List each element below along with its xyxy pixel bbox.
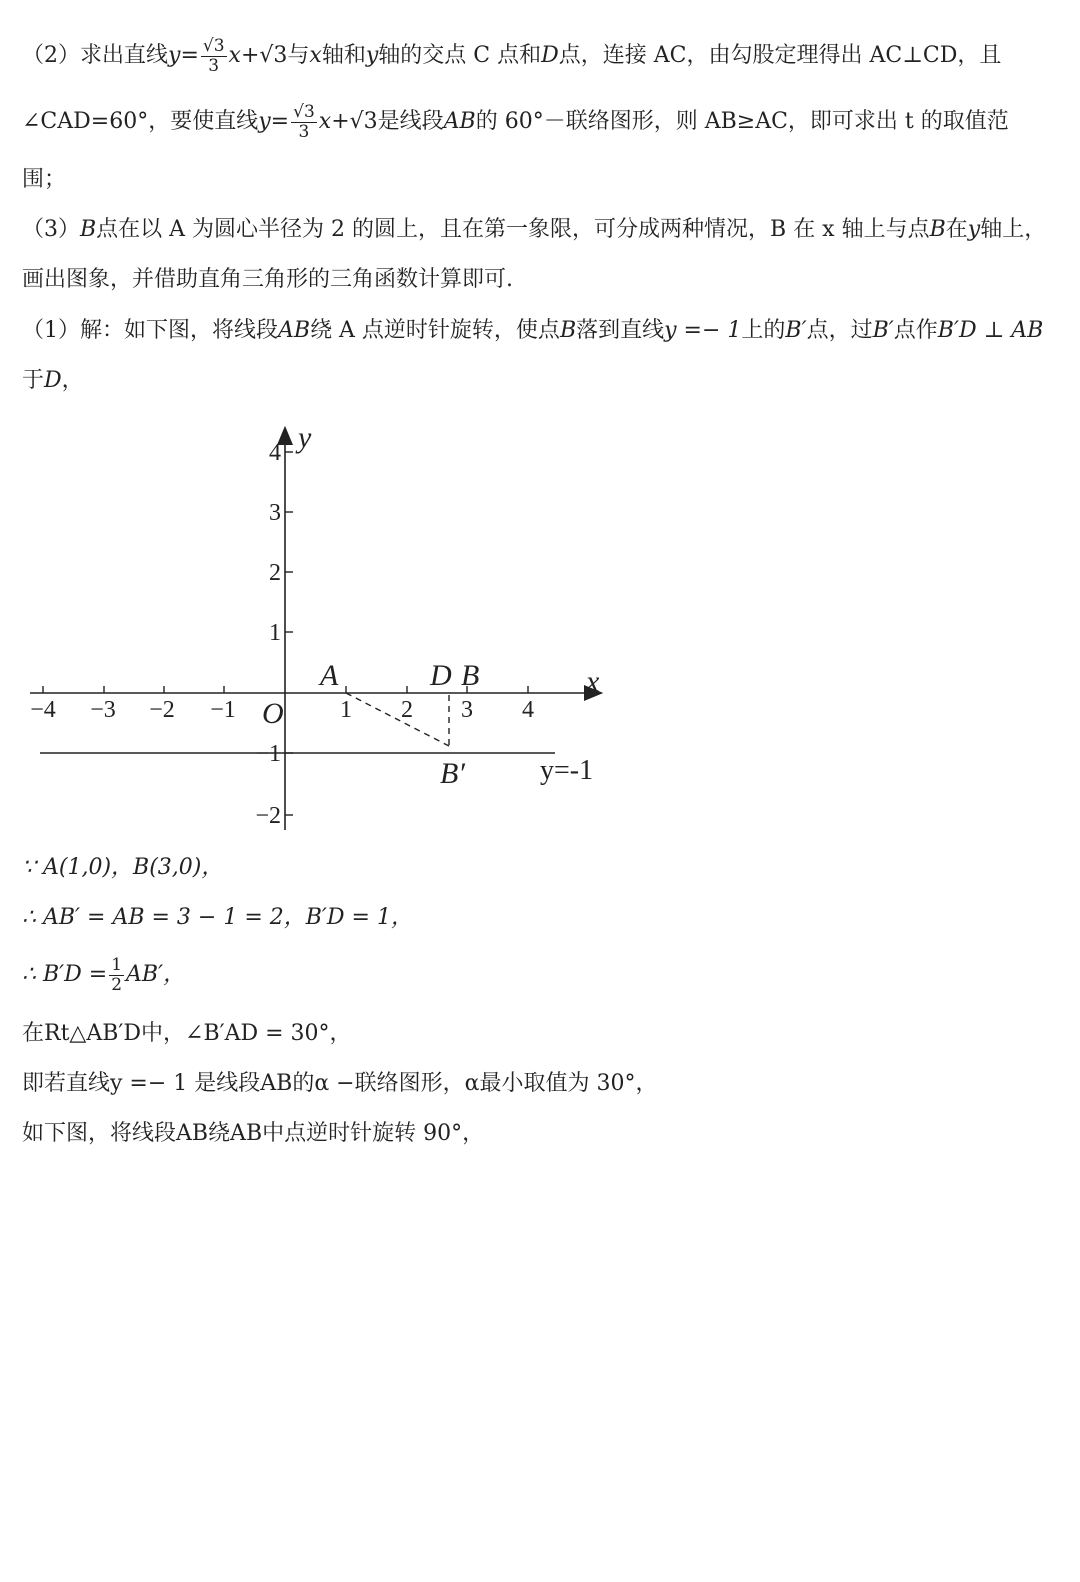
x-tick-label: −1 xyxy=(210,697,236,723)
y-tick-label: 4 xyxy=(269,440,281,466)
line-y-neg1-label: y=-1 xyxy=(540,755,594,786)
y-tick-label: 3 xyxy=(269,500,281,526)
text-p2-a: （2）求出直线 xyxy=(22,43,168,68)
x-tick-label: 1 xyxy=(340,697,352,723)
step-4: 在Rt△AB′D中，∠B′AD = 30°， xyxy=(22,1021,352,1046)
x-tick-label: −2 xyxy=(149,697,175,723)
y-tick-label: 1 xyxy=(269,620,281,646)
math-eq: = xyxy=(180,43,199,68)
step-2: ∴ AB′ = AB = 3 − 1 = 2，B′D = 1， xyxy=(22,905,413,930)
math-plus: + xyxy=(240,43,260,68)
x-axis-label: x xyxy=(586,665,600,698)
step-5: 即若直线y =− 1 是线段AB的α −联络图形，α最小取值为 30°， xyxy=(22,1071,658,1096)
y-tick-label: −2 xyxy=(255,803,281,829)
text-line-5: 画出图象，并借助直角三角形的三角函数计算即可. xyxy=(22,267,513,292)
fraction-one-half: $\frac{1}{2}$ xyxy=(111,954,123,995)
step-6: 如下图，将线段AB绕AB中点逆时针旋转 90°， xyxy=(22,1121,485,1146)
segment-A-Bprime xyxy=(346,693,449,746)
fraction-sqrt3-over-3: $\frac{√3}{3}$ xyxy=(202,35,225,76)
y-tick-label: 2 xyxy=(269,560,281,586)
point-D-label: D xyxy=(430,659,452,692)
step-1: ∵ A(1,0)，B(3,0)， xyxy=(22,855,224,880)
text-line-2: ∠CAD=60°，要使直线 y = $\frac{√3}{3}$ x + √3 是线段 AB 的 60°－联络图形，则 AB≥AC，即可求出 t 的取值范 xyxy=(22,101,1009,142)
step-3: ∴ B′D = $\frac{1}{2}$ AB′， xyxy=(22,954,186,995)
x-tick-label: −4 xyxy=(30,697,56,723)
math-y: y xyxy=(168,43,181,68)
math-sqrt3: √3 xyxy=(259,43,288,68)
text-line-3: 围； xyxy=(22,167,67,192)
text-line-6: （1）解：如下图，将线段 AB 绕 A 点逆时针旋转，使点 B 落到直线 y =− 1 上的 B′ 点，过 B′ 点作 B′D ⊥ AB xyxy=(22,318,1044,343)
y-axis-label: y xyxy=(298,421,312,454)
text-line-1: （2）求出直线 y = $\frac{√3}{3}$ x + √3 与 x 轴和 y 轴的交点 C 点和 D 点，连接 AC，由勾股定理得出 AC⊥CD，且 xyxy=(22,35,1002,76)
x-tick-label: 4 xyxy=(522,697,534,723)
point-Bprime-label: B′ xyxy=(440,757,465,790)
x-tick-label: 3 xyxy=(461,697,473,723)
math-x: x xyxy=(228,43,241,68)
text-line-7: 于 D ， xyxy=(22,368,84,393)
text-line-4: （3） B 点在以 A 为圆心半径为 2 的圆上，且在第一象限，可分成两种情况，B 在 x 轴上与点 B 在 y 轴上， xyxy=(22,217,1047,242)
x-tick-label: −3 xyxy=(90,697,116,723)
point-A-label: A xyxy=(320,659,339,692)
y-tick-label: −1 xyxy=(255,741,281,767)
origin-label: O xyxy=(262,697,284,730)
fraction-sqrt3-over-3: $\frac{√3}{3}$ xyxy=(293,101,315,142)
point-B-label: B xyxy=(461,659,480,692)
x-tick-label: 2 xyxy=(401,697,413,723)
y-ticks xyxy=(285,452,293,815)
coordinate-figure xyxy=(0,415,640,835)
